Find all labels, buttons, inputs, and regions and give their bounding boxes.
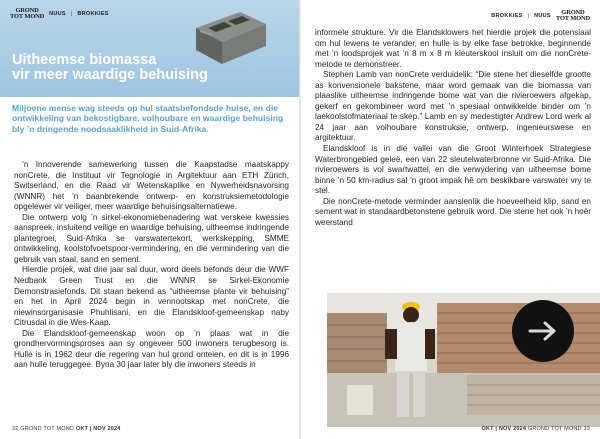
arrow-right-icon [528, 320, 558, 342]
section-label: NUUS [534, 13, 551, 19]
hero-banner [0, 0, 299, 97]
magazine-logo[interactable]: GROND TOT MOND [10, 7, 45, 20]
footer-magazine: GROND TOT MOND [527, 426, 582, 432]
subsection-label: BROKKIES [491, 13, 523, 19]
body-paragraph: ’n Innoverende samewerking tussen die Kaapstadse maatskappy nonCrete, die Instituut vir Tegnologie in Argitektuur aan ETH Zürich, Switserland, en die Raad vir Wetenskaplike en Nywerheidsnavorsing (WNNR) het ’n baanbrekende ontwerp- en konstruksiemetodologie opgelewer vir veiliger, meer waardige behuisingsalternatiewe. [14, 160, 289, 212]
page-number: 32 [12, 426, 19, 432]
article-lede: Miljoene mense wag steeds op hul staatsbefondsde huise, en die ontwikkeling van bekostigbare, volhoubare en waardige behuising bly ’n dringende noodsaaklikheid in Suid-Afrika. [12, 103, 284, 134]
crumb-separator: | [527, 13, 530, 19]
title-line-2: vir meer waardige behuising [12, 67, 208, 83]
body-paragraph: Stephen Lamb van nonCrete verduidelik: “Die stene het dieselfde grootte as konvensionele bakstene, maar word gemaak van die biomassa van plaaslike uitheemse indringende bome wat van die rivieroewers afgekap, gekerf en gekombineer word met ’n spesiaal ontwikkelde binder om ’n laekoolstofmateriaal te skep.” Lamb en sy medestigter Andrew Lord werk al 24 jaar aan volhoubare konstruksie, ontwerp, ingenieurswese en argitektuur. [315, 70, 591, 143]
title-line-1: Uitheemse biomassa [12, 52, 157, 68]
page-footer-left [12, 426, 121, 432]
body-paragraph: informele strukture. Vir die Elandsklowers het hierdie projek die potensiaal om hul lewens te verander, en hulle is by elke fase betrokke, beginnende met ’n loodsprojek wat ’n 8 m x 8 m kleuterskool insluit om die nonCrete-metode te demonstreer. [315, 28, 591, 69]
body-paragraph: Hierdie projek, wat drie jaar sal duur, word deels befonds deur die WWF Nedbank Green Trust en die WNNR se Sirkel-Ekonomie Demonstrasiefonds. Dit staan bekend as “uitheemse plante vir behuising” en het in April 2024 begin in vennootskap met nonCrete, die niewinsorganisasie Phuhlisani, en die Elandskloof-gemeenskap naby Citrusdal in die Wes-Kaap. [14, 265, 289, 328]
body-paragraph: Die Elandskloof-gemeenskap woon op ’n plaas wat in die grondhervormingsproses aan sy ongeveer 500 inwoners terugbesorg is. Hulle is in 1962 deur die regering van hul grond onteien, en dit is in 1996 aan hulle teruggegee. Byna 30 jaar later bly die inwoners steeds in [14, 328, 289, 370]
article-title [12, 53, 292, 83]
body-paragraph: Die nonCrete-metode verminder aansienlik die hoeveelheid klip, sand en sement wat in standaardbetonstene gebruik word. Die stene het ook ’n hoër weerstand [315, 196, 591, 227]
page-footer-right [481, 426, 590, 432]
magazine-logo[interactable]: GROND TOT MOND [555, 9, 590, 22]
masthead-right [491, 10, 590, 22]
section-label: NUUS [49, 11, 66, 17]
next-page-button[interactable] [512, 300, 574, 362]
masthead [10, 8, 109, 20]
body-paragraph: Elandskloof is in die vallei van die Groot Winterhoek Strategiese Waterbrongebied geleë, een van 22 sleutelwaterbronne vir Suid-Afrika. Die rivieroewers is vol swartwattel, en die verwydering van uitheemse bome binne ’n 50 km-radius sal ’n groot impak hê om beskikbare varswater vry te stel. [315, 144, 591, 196]
right-body-text [315, 28, 591, 228]
footer-issue: OKT | NOV 2024 [75, 426, 121, 432]
subsection-label: BROKKIES [77, 11, 109, 17]
footer-issue: OKT | NOV 2024 [481, 426, 527, 432]
page-number: 33 [583, 426, 590, 432]
footer-magazine: GROND TOT MOND [20, 426, 75, 432]
left-page [0, 0, 299, 439]
right-page [301, 0, 600, 439]
crumb-separator: | [70, 11, 73, 17]
body-paragraph: Die ontwerp volg ’n sirkel-ekonomiebenadering wat verskeie kwessies aanspreek, insluitend veilige en waardige behuising, uitheemse indringende plantegroei, Suid-Afrika se varswatertekort, werkskepping, SMME ontwikkeling, koolstofvoetspoor-vermindering, en die vermindering van die gebruik van staal, sand en sement. [14, 212, 289, 264]
left-body-text [14, 160, 289, 371]
